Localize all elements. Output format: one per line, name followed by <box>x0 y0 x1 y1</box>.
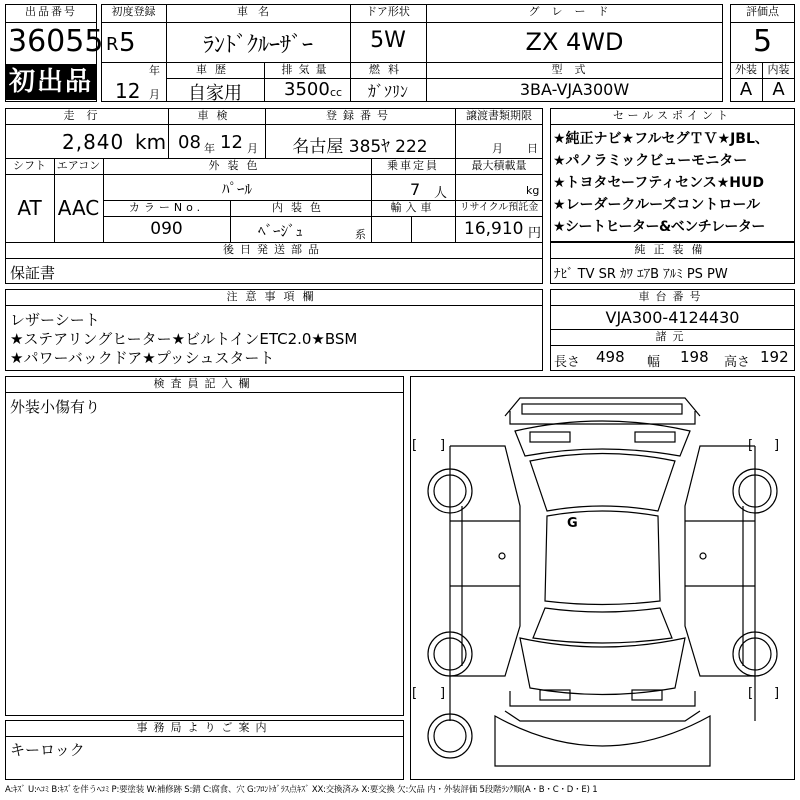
sales-point-line: ★トヨタセーフティセンス★HUD <box>553 175 765 191</box>
inspection-month: 12 <box>220 132 243 153</box>
door-label: ドア形状 <box>366 5 410 18</box>
damage-marker-g: G <box>567 516 578 531</box>
recycle: 16,910 <box>464 219 524 239</box>
chassis-label: 車台番号 <box>638 290 707 303</box>
year-unit: 年 <box>149 64 160 77</box>
transfer-month-unit: 月 <box>492 142 503 155</box>
equipment: ﾅﾋﾞ TV SR ｶﾜ ｴｱB ｱﾙﾐ PS PW <box>554 267 728 282</box>
car-diagram <box>410 376 795 780</box>
exterior-grade: A <box>739 79 753 100</box>
tailgate <box>520 638 685 695</box>
interior-color-suffix: 系 <box>355 228 366 241</box>
lot-no: 36055 <box>8 24 104 59</box>
mileage: 2,840 <box>62 130 125 154</box>
fuel-label: 燃料 <box>369 63 407 76</box>
later-parts: 保証書 <box>10 264 56 282</box>
roof-panel <box>545 511 660 605</box>
left-side-body <box>450 446 520 721</box>
rear-bumper <box>510 691 695 706</box>
right-side-body <box>685 446 755 721</box>
body-outline-top <box>505 398 700 416</box>
roof-rail <box>522 404 682 414</box>
rear-bracket-left: ] <box>440 686 446 701</box>
front-bumper <box>510 411 695 424</box>
hood-outline <box>515 421 690 456</box>
year: 5 <box>119 28 136 58</box>
month-unit: 月 <box>149 88 160 101</box>
notes-label: 注意事項欄 <box>226 290 322 303</box>
length-label: 長さ <box>554 355 581 370</box>
car-name-label: 車名 <box>237 5 279 18</box>
sales-point-line: ★シートヒーター&ベンチレーター <box>553 219 765 235</box>
sales-point-line: ★純正ナビ★フルセグＴＶ★JBL、 <box>553 131 769 147</box>
reg-no: 名古屋 385ﾔ 222 <box>292 137 428 157</box>
mileage-label: 走行 <box>63 109 110 122</box>
first-reg-label: 初度登録 <box>111 5 156 18</box>
lot-no-label: 出品番号 <box>25 5 77 18</box>
score-label: 評価点 <box>746 5 779 18</box>
inspector-label: 検査員記入欄 <box>153 377 256 390</box>
transfer-day-unit: 日 <box>527 142 538 155</box>
note-line: レザーシート <box>10 311 100 329</box>
displacement-unit: cc <box>330 86 343 99</box>
height-label: 高さ <box>724 355 751 370</box>
inspector-text: 外装小傷有り <box>10 398 101 416</box>
shift-label: シフト <box>13 159 46 172</box>
color: ﾊﾟｰﾙ <box>221 180 252 198</box>
length: 498 <box>596 348 625 366</box>
chassis-no: VJA300-4124430 <box>605 308 740 327</box>
capacity: 7 <box>410 180 421 199</box>
shift: AT <box>17 196 42 220</box>
mirror-bracket-right: [ <box>748 438 754 453</box>
note-line: ★ステアリングヒーター★ビルトインETC2.0★BSM <box>10 330 358 348</box>
interior-color-label: 内装色 <box>272 201 329 214</box>
rear-outline <box>505 711 700 721</box>
office-label: 事務局よりご案内 <box>136 721 273 734</box>
era: R <box>106 34 119 55</box>
interior-grade: A <box>772 79 785 100</box>
load-unit: kg <box>526 184 540 197</box>
inspection-month-unit: 月 <box>247 142 258 155</box>
headlight-right <box>635 432 675 442</box>
sales-point-line: ★レーダークルーズコントロール <box>553 197 761 213</box>
door: 5W <box>370 28 406 53</box>
underbody <box>495 716 710 766</box>
fuel-cap-right <box>700 553 706 559</box>
sales-points-label: セールスポイント <box>612 109 732 122</box>
mirror-bracket-right: ] <box>774 438 780 453</box>
color-no: 090 <box>150 219 183 239</box>
recycle-label: リサイクル預託金 <box>459 202 539 213</box>
grade-label: グレード <box>528 5 621 18</box>
import-label: 輸入車 <box>390 201 436 214</box>
width: 198 <box>680 348 709 366</box>
fuel: ｶﾞｿﾘﾝ <box>367 82 408 101</box>
inspection-label: 車検 <box>197 109 236 122</box>
history-label: 車歴 <box>196 63 234 76</box>
height: 192 <box>760 348 789 366</box>
exterior-label: 外装 <box>735 63 757 76</box>
fuel-cap-left <box>499 553 505 559</box>
load-label: 最大積載量 <box>471 159 527 172</box>
color-label: 外装色 <box>208 159 266 172</box>
width-label: 幅 <box>647 355 661 370</box>
later-parts-label: 後日発送部品 <box>223 243 325 256</box>
rear-bracket-left: [ <box>412 686 418 701</box>
history: 自家用 <box>188 83 242 104</box>
spare-wheel-inner <box>434 720 466 752</box>
office-text: キーロック <box>10 741 85 759</box>
displacement: 3500 <box>284 79 330 100</box>
equipment-label: 純正装備 <box>634 243 711 256</box>
capacity-unit: 人 <box>434 186 448 201</box>
month: 12 <box>115 79 141 103</box>
model-label: 型式 <box>551 63 598 76</box>
mirror-bracket-left: [ <box>412 438 418 453</box>
recycle-unit: 円 <box>528 226 542 241</box>
note-line: ★パワーバックドア★プッシュスタート <box>10 349 275 367</box>
specs-label: 諸元 <box>655 330 690 343</box>
inspection-year: 08 <box>178 132 201 153</box>
interior-label: 内装 <box>767 63 790 76</box>
sales-point-line: ★パノラミックビューモニター <box>553 153 748 169</box>
transfer-label: 譲渡書類期限 <box>466 109 532 122</box>
mileage-unit: km <box>135 130 167 154</box>
ac-label: エアコン <box>56 159 101 172</box>
grade: ZX 4WD <box>525 28 624 56</box>
inspector-box <box>5 376 404 716</box>
ac: AAC <box>57 196 100 220</box>
car-name: ﾗﾝﾄﾞｸﾙｰｻﾞｰ <box>202 33 313 58</box>
reg-no-label: 登録番号 <box>326 109 394 122</box>
displacement-label: 排気量 <box>281 63 333 76</box>
rear-bracket-right: [ <box>748 686 754 701</box>
headlight-left <box>530 432 570 442</box>
mirror-bracket-left: ] <box>440 438 446 453</box>
windshield <box>530 454 675 512</box>
model: 3BA-VJA300W <box>519 80 630 99</box>
rear-bracket-right: ] <box>774 686 780 701</box>
footer-legend: A:ｷｽﾞ U:ﾍｺﾐ B:ｷｽﾞを伴うﾍｺﾐ P:要塗装 W:補修跡 S:錆 C:腐食、穴 G:ﾌﾛﾝﾄｶﾞﾗｽ点ｷｽﾞ XX:交換済み X:要交換 欠:欠品 内・外装評価 5段階ﾗﾝｸ順(A・B・C・D・E) 1 <box>5 785 598 795</box>
first-listing-text: 初出品 <box>8 67 93 97</box>
inspection-year-unit: 年 <box>204 142 215 155</box>
capacity-label: 乗車定員 <box>387 159 439 172</box>
interior-color: ﾍﾞｰｼﾞｭ <box>258 222 304 240</box>
score: 5 <box>752 24 773 59</box>
rear-window <box>533 608 672 643</box>
color-no-label: カラーNo. <box>128 201 205 214</box>
